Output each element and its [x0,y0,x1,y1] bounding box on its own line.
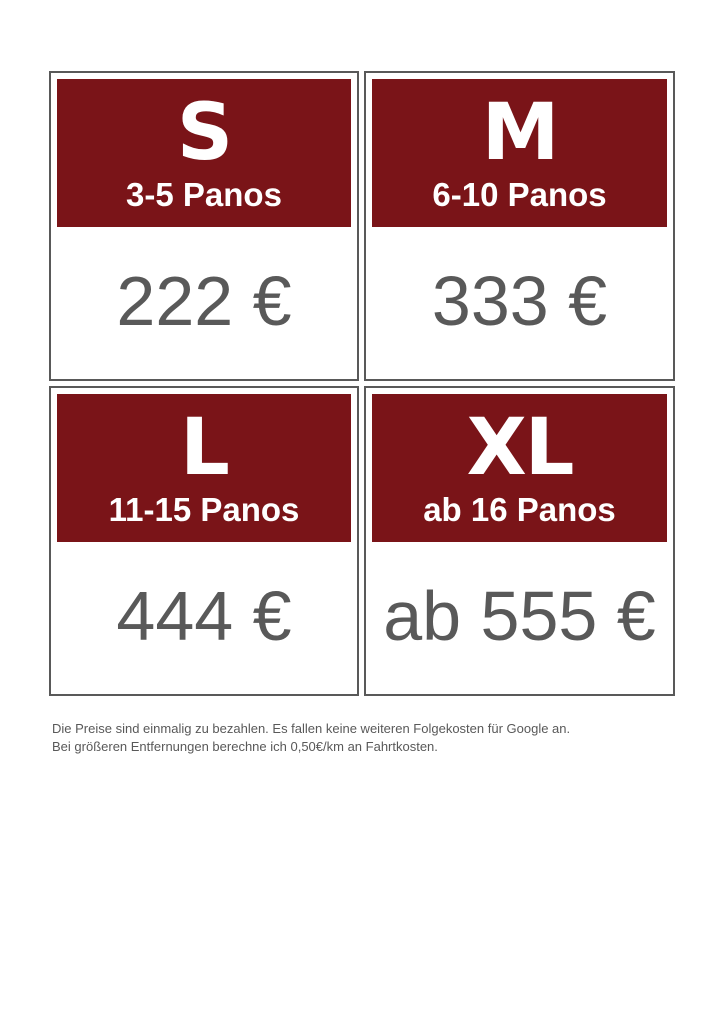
package-card-s [49,71,359,381]
price-notes [52,720,692,756]
package-price: ab 555 € [383,577,656,655]
package-panos-label: 11-15 Panos [108,491,300,528]
package-price: 444 € [116,577,292,655]
package-header [57,79,351,227]
package-header [372,79,667,227]
package-price: 222 € [116,262,292,340]
package-size-label: S [176,88,232,178]
package-card-l [49,386,359,696]
package-card-xl [364,386,675,696]
package-header [372,394,667,542]
package-size-label: M [481,88,558,178]
package-card-m [364,71,675,381]
package-size-label: L [180,403,228,493]
package-price: 333 € [431,262,608,340]
package-panos-label: 3-5 Panos [126,176,282,213]
package-panos-label: 6-10 Panos [432,176,607,213]
package-panos-label: ab 16 Panos [423,491,616,528]
package-header [57,394,351,542]
package-size-label: XL [466,403,573,493]
price-note-travel-costs: Bei größeren Entfernungen berechne ich 0,50€/km an Fahrtkosten. [52,739,438,754]
price-note-payment: Die Preise sind einmalig zu bezahlen. Es fallen keine weiteren Folgekosten für Google an. [52,721,571,736]
